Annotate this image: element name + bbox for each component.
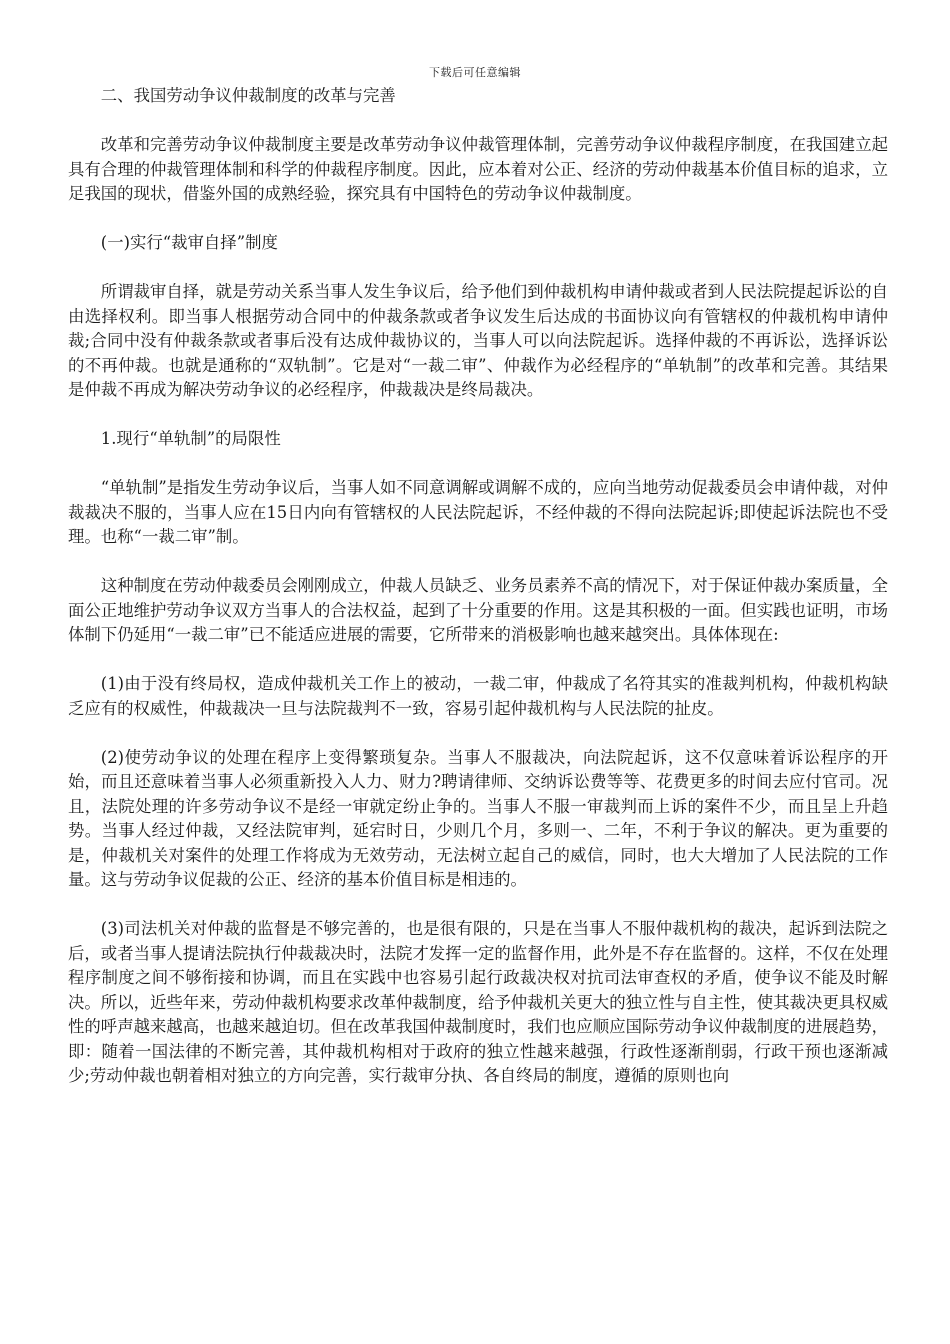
spacer xyxy=(68,452,888,477)
spacer xyxy=(68,256,888,281)
spacer xyxy=(68,109,888,134)
list-item-2: (2)使劳动争议的处理在程序上变得繁琐复杂。当事人不服裁决，向法院起诉，这不仅意味着诉讼程序的开始，而且还意味着当事人必须重新投入人力、财力?聘请律师、交纳诉讼费等等、花费更多的时间去应付官司。况且，法院处理的许多劳动争议不是经一审就定纷止争的。当事人不服一审裁判而上诉的案件不少，而且呈上升趋势。当事人经过仲裁，又经法院审判，延宕时日，少则几个月，多则一、二年，不利于争议的解决。更为重要的是，仲裁机关对案件的处理工作将成为无效劳动，无法树立起自己的威信，同时，也大大增加了人民法院的工作量。这与劳动争议促裁的公正、经济的基本价值目标是相违的。 xyxy=(68,747,888,889)
spacer xyxy=(68,721,888,746)
list-item-1: (1)由于没有终局权，造成仲裁机关工作上的被动，一裁二审，仲裁成了名符其实的准裁判机构，仲裁机构缺乏应有的权威性，仲裁裁决一旦与法院裁判不一致，容易引起仲裁机构与人民法院的扯皮。 xyxy=(68,674,888,718)
list-item-3: (3)司法机关对仲裁的监督是不够完善的，也是很有限的，只是在当事人不服仲裁机构的裁决，起诉到法院之后，或者当事人提请法院执行仲裁裁决时，法院才发挥一定的监督作用，此外是不存在监督的。这样，不仅在处理程序制度之间不够衔接和协调，而且在实践中也容易引起行政裁决权对抗司法审查权的矛盾，使争议不能及时解决。所以，近些年来，劳动仲裁机构要求改革仲裁制度，给予仲裁机关更大的独立性与自主性，使其裁决更具权威性的呼声越来越高，也越来越迫切。但在改革我国仲裁制度时，我们也应顺应国际劳动争议仲裁制度的进展趋势，即：随着一国法律的不断完善，其仲裁机构相对于政府的独立性越来越强，行政性逐渐削弱，行政干预也逐渐减少;劳动仲裁也朝着相对独立的方向完善，实行裁审分执、各自终局的制度，遵循的原则也向 xyxy=(68,919,888,1085)
definition-paragraph: “单轨制”是指发生劳动争议后，当事人如不同意调解或调解不成的，应向当地劳动促裁委员会申请仲裁，对仲裁裁决不服的，当事人应在15日内向有管辖权的人民法院起诉，不经仲裁的不得向法院起诉;即使起诉法院也不受理。也称“一裁二审”制。 xyxy=(68,478,888,546)
spacer xyxy=(68,403,888,428)
spacer xyxy=(68,893,888,918)
document-body xyxy=(68,84,888,1089)
spacer xyxy=(68,550,888,575)
subsection-paragraph: 所谓裁审自择，就是劳动关系当事人发生争议后，给予他们到仲裁机构申请仲裁或者到人民法院提起诉讼的自由选择权利。即当事人根据劳动合同中的仲裁条款或者争议发生后达成的书面协议向有管辖权的仲裁机构申请仲裁;合同中没有仲裁条款或者事后没有达成仲裁协议的，当事人可以向法院起诉。选择仲裁的不再诉讼，选择诉讼的不再仲裁。也就是通称的“双轨制”。它是对“一裁二审”、仲裁作为必经程序的“单轨制”的改革和完善。其结果是仲裁不再成为解决劳动争议的必经程序，仲裁裁决是终局裁决。 xyxy=(68,282,888,399)
section-title: 二、我国劳动争议仲裁制度的改革与完善 xyxy=(100,86,396,105)
point-title: 1.现行“单轨制”的局限性 xyxy=(100,429,281,448)
subsection-title: (一)实行“裁审自择”制度 xyxy=(100,233,278,252)
spacer xyxy=(68,207,888,232)
intro-paragraph: 改革和完善劳动争议仲裁制度主要是改革劳动争议仲裁管理体制，完善劳动争议仲裁程序制度，在我国建立起具有合理的仲裁管理体制和科学的仲裁程序制度。因此，应本着对公正、经济的劳动仲裁基本价值目标的追求，立足我国的现状，借鉴外国的成熟经验，探究具有中国特色的劳动争议仲裁制度。 xyxy=(68,135,888,203)
spacer xyxy=(68,648,888,673)
header-note: 下载后可任意编辑 xyxy=(429,66,521,79)
evaluation-paragraph: 这种制度在劳动仲裁委员会刚刚成立，仲裁人员缺乏、业务员素养不高的情况下，对于保证仲裁办案质量，全面公正地维护劳动争议双方当事人的合法权益，起到了十分重要的作用。这是其积极的一面。但实践也证明，市场体制下仍延用“一裁二审”已不能适应进展的需要，它所带来的消极影响也越来越突出。具体体现在: xyxy=(68,576,888,644)
